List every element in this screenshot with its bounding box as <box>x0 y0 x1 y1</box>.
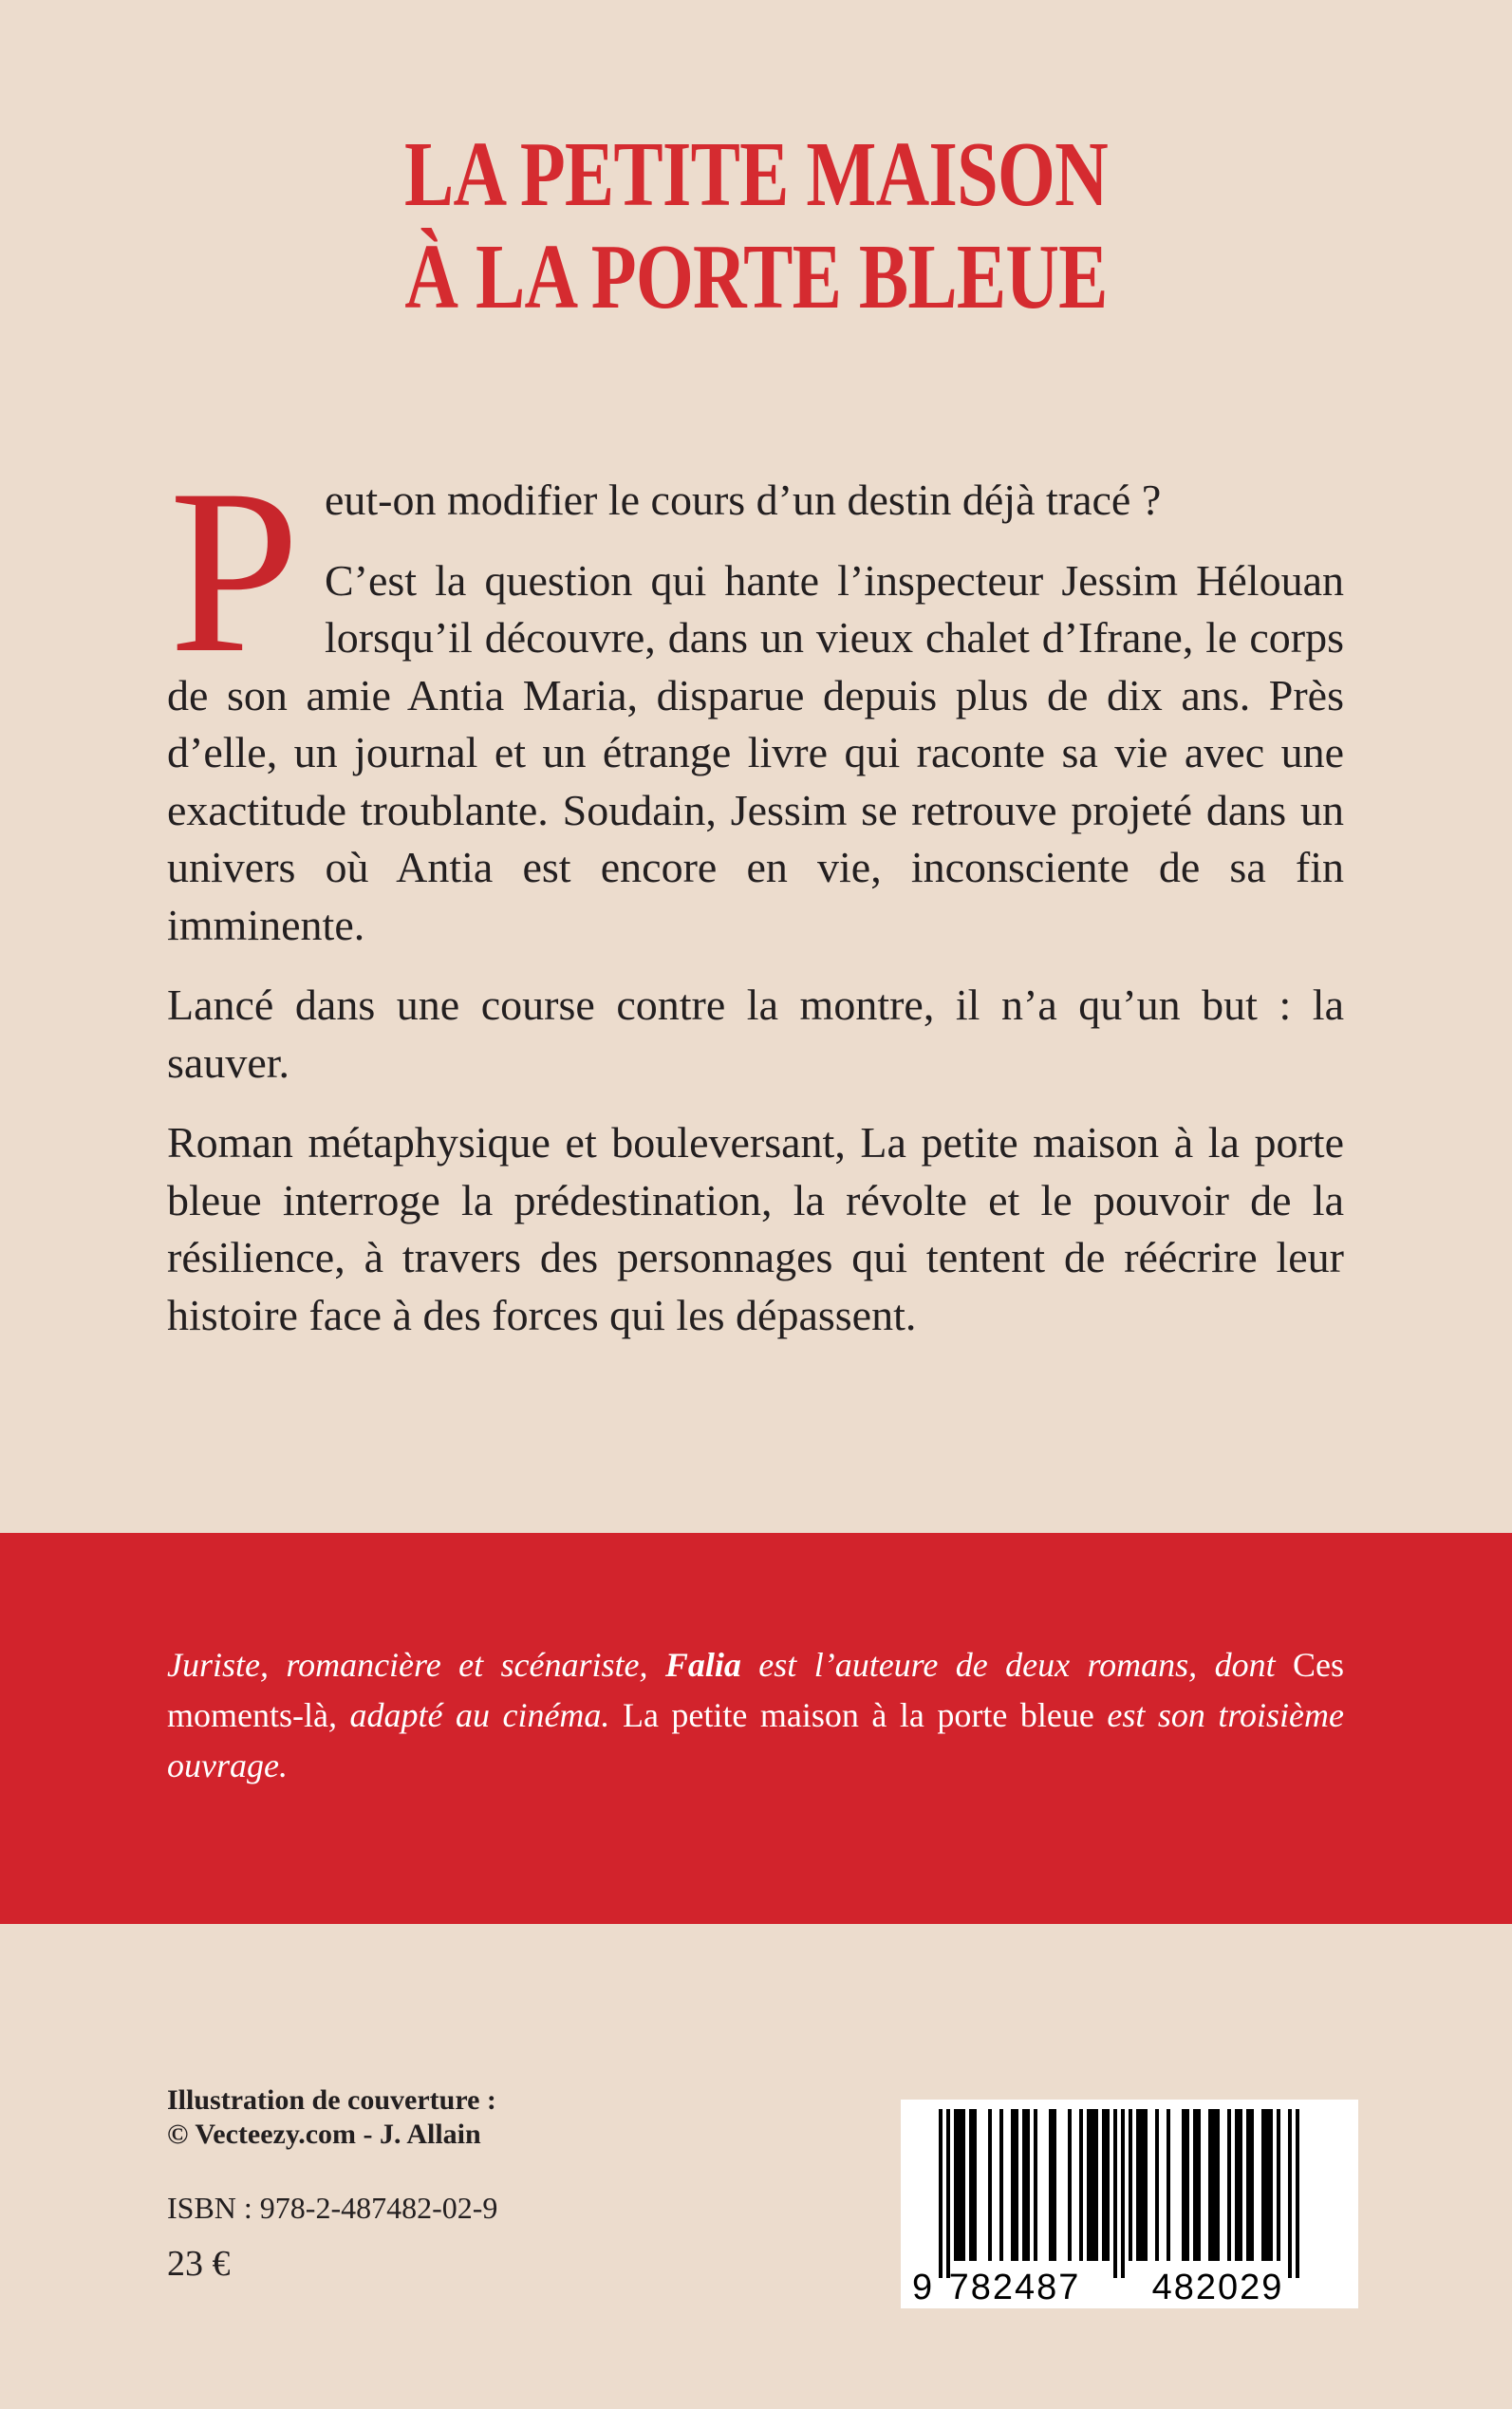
barcode-bar <box>1129 2109 1132 2261</box>
barcode-bar <box>1167 2109 1170 2261</box>
barcode-bar <box>1106 2109 1110 2261</box>
bio-book-1: Ces moments-là <box>167 1646 1345 1734</box>
barcode-bar <box>1197 2109 1201 2261</box>
barcode-bar <box>1246 2109 1250 2261</box>
barcode-guard-bar <box>1288 2109 1292 2278</box>
barcode-bar <box>1022 2109 1026 2261</box>
author-name: Falia <box>664 1646 741 1684</box>
barcode-bar <box>1026 2109 1030 2261</box>
blurb-paragraph-2: C’est la question qui hante l’inspecteur Jessim Hélouan lorsqu’il découvre, dans un vieux chalet d’Ifrane, le corps de son amie Antia Maria, disparue depuis plus de dix ans. Près d’elle, un journal et un étrange livre qui raconte sa vie avec une exactitude troublante. Soudain, Jessim se retrouve projeté dans un univers où Antia est encore en vie, inconsciente de sa fin imminente. <box>167 555 1344 949</box>
barcode-bar <box>1140 2109 1144 2261</box>
barcode-bar <box>988 2109 992 2261</box>
blurb-paragraph-1 <box>167 440 1344 701</box>
barcode-bar <box>1261 2109 1265 2261</box>
barcode-bar <box>1269 2109 1273 2261</box>
barcode-first-digit: 9 <box>912 2268 933 2307</box>
drop-cap: P <box>169 440 300 701</box>
barcode-bars <box>939 2109 1299 2278</box>
bio-part-1: Juriste, romancière et scénariste, <box>167 1646 665 1684</box>
barcode-bar <box>1239 2109 1242 2261</box>
credits-line-2: © Vecteezy.com - J. Allain <box>167 2119 481 2150</box>
barcode-bar <box>999 2109 1003 2261</box>
barcode-bar <box>1144 2109 1148 2261</box>
barcode-bar <box>1049 2109 1053 2261</box>
barcode-bar <box>1087 2109 1091 2261</box>
price: 23 € <box>167 2244 231 2284</box>
barcode-bar <box>1227 2109 1231 2261</box>
barcode-bar <box>1034 2109 1037 2261</box>
barcode-bar <box>1079 2109 1083 2261</box>
barcode-bar <box>1208 2109 1212 2261</box>
barcode-bar <box>1265 2109 1269 2261</box>
barcode-bar <box>1068 2109 1072 2261</box>
author-bio <box>167 1640 1344 1791</box>
barcode-bar <box>1185 2109 1189 2261</box>
bio-book-2: La petite maison à la porte bleue <box>622 1696 1094 1734</box>
barcode-bar <box>1250 2109 1254 2261</box>
isbn: ISBN : 978-2-487482-02-9 <box>167 2191 498 2225</box>
title-line-2: À LA PORTE BLEUE <box>404 226 1108 328</box>
barcode-bar <box>1091 2109 1094 2261</box>
barcode-bar <box>969 2109 973 2261</box>
barcode-right-digits: 482029 <box>1151 2268 1284 2307</box>
bio-part-2: est l’auteure de deux romans, dont <box>740 1646 1294 1684</box>
title-line-1: LA PETITE MAISON <box>404 123 1108 226</box>
barcode-bar <box>1277 2109 1280 2261</box>
barcode <box>901 2100 1358 2308</box>
barcode-guard-bar <box>946 2109 950 2278</box>
barcode-bar <box>1053 2109 1056 2261</box>
barcode-bar <box>1212 2109 1216 2261</box>
barcode-bar <box>1094 2109 1098 2261</box>
blurb <box>167 440 1344 1367</box>
barcode-bar <box>1155 2109 1159 2261</box>
barcode-guard-bar <box>939 2109 943 2278</box>
illustration-credits <box>167 2083 496 2152</box>
blurb-paragraph-3: Lancé dans une course contre la montre, il n’a qu’un but : la sauver. <box>167 980 1344 1087</box>
barcode-bar <box>1216 2109 1220 2261</box>
credits-line-1: Illustration de couverture : <box>167 2084 496 2116</box>
barcode-guard-bar <box>1296 2109 1299 2278</box>
book-title <box>151 123 1360 328</box>
barcode-graphic <box>901 2100 1358 2308</box>
barcode-bar <box>1102 2109 1106 2261</box>
bio-part-3: , adapté au cinéma. <box>327 1696 623 1734</box>
barcode-guard-bar <box>1121 2109 1125 2278</box>
barcode-bar <box>954 2109 958 2261</box>
blurb-paragraph-4: Roman métaphysique et bouleversant, La petite maison à la porte bleue interroge la prédestination, la révolte et le pouvoir de la résilience, à travers des personnages qui tentent de réécrire leur histoire face à des forces qui les dépassent. <box>167 1118 1344 1339</box>
barcode-bar <box>1136 2109 1140 2261</box>
bio-part-4: est son troisième ouvrage. <box>167 1696 1345 1784</box>
barcode-bar <box>1011 2109 1015 2261</box>
barcode-bar <box>961 2109 965 2261</box>
barcode-bar <box>1015 2109 1018 2261</box>
barcode-left-digits: 782487 <box>948 2268 1081 2307</box>
barcode-bar <box>958 2109 961 2261</box>
barcode-bar <box>973 2109 977 2261</box>
barcode-guard-bar <box>1113 2109 1117 2278</box>
barcode-bar <box>1182 2109 1185 2261</box>
blurb-p1-text: eut-on modifier le cours d’un destin déjà tracé ? <box>324 476 1162 524</box>
barcode-bar <box>1193 2109 1197 2261</box>
barcode-bar <box>1235 2109 1239 2261</box>
